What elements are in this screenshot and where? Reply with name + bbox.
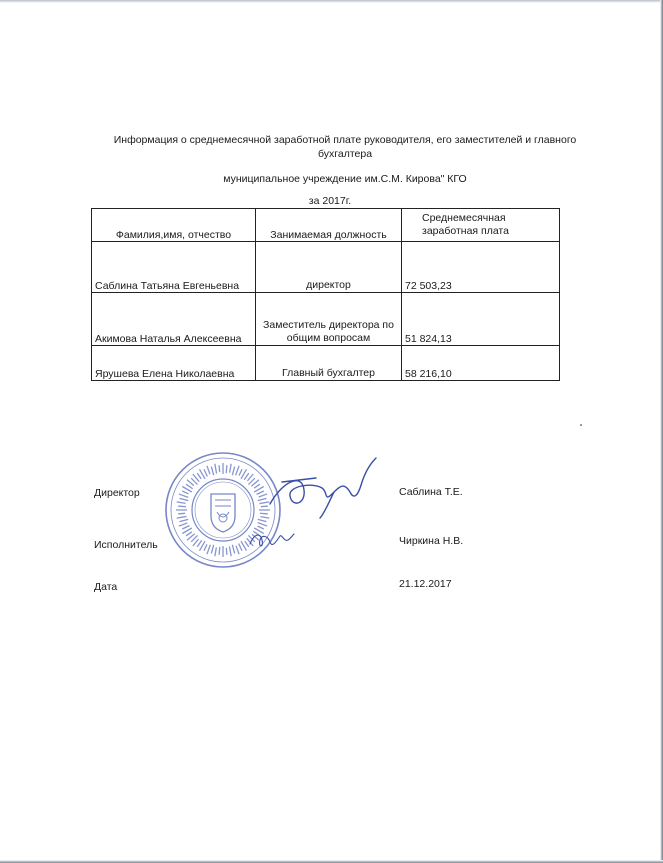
date-label: Дата (94, 581, 118, 593)
table-row (92, 293, 560, 346)
date-value: 21.12.2017 (399, 578, 452, 590)
executor-label: Исполнитель (94, 539, 158, 551)
header-name: Фамилия,имя, отчество (92, 209, 256, 242)
table-row (92, 242, 560, 293)
director-signature (262, 452, 382, 527)
cell-salary: 51 824,13 (402, 293, 560, 346)
cell-name: Саблина Татьяна Евгеньевна (92, 242, 256, 293)
cell-position: Заместитель директора по общим вопросам (256, 293, 402, 346)
cell-salary: 72 503,23 (402, 242, 560, 293)
executor-signature (246, 528, 296, 557)
organization-name: муниципальное учреждение им.С.М. Кирова" КГО (223, 173, 467, 185)
header-salary: Среднемесячная заработная плата (402, 209, 560, 242)
table-header-row (92, 209, 560, 242)
cell-position: директор (256, 242, 402, 293)
table-row (92, 346, 560, 381)
director-name: Саблина Т.Е. (399, 486, 463, 498)
scan-edge-top (0, 0, 663, 3)
executor-name: Чиркина Н.В. (399, 535, 464, 547)
cell-salary: 58 216,10 (402, 346, 560, 381)
report-period: за 2017г. (308, 195, 352, 207)
scan-speck (580, 424, 582, 426)
cell-position: Главный бухгалтер (256, 346, 402, 381)
cell-name: Акимова Наталья Алексеевна (92, 293, 256, 346)
salary-table (91, 208, 560, 381)
document-title: Информация о среднемесячной заработной плате руководителя, его заместителей и главного бухгалтера (113, 134, 577, 160)
director-label: Директор (94, 487, 140, 499)
cell-name: Ярушева Елена Николаевна (92, 346, 256, 381)
header-position: Занимаемая должность (256, 209, 402, 242)
